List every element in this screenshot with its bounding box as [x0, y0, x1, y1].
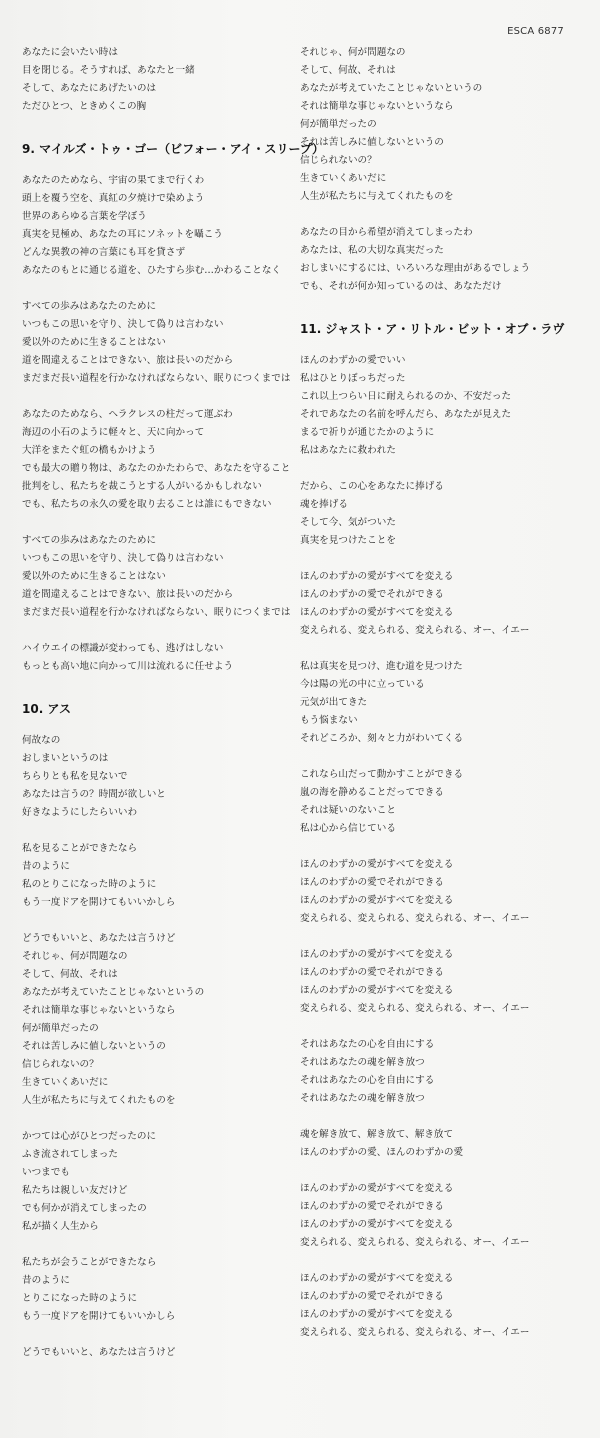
lyric-line: あなたが考えていたことじゃないというの	[22, 987, 205, 998]
lyric-line: ほんのわずかの愛でいい	[300, 355, 406, 366]
lyric-line: 大洋をまたぐ虹の橋もかけよう	[22, 445, 157, 456]
lyric-line: ほんのわずかの愛がすべてを変える	[300, 1309, 454, 1320]
stanza	[22, 1344, 302, 1362]
lyric-line: 人生が私たちに与えてくれたものを	[300, 191, 454, 202]
lyric-line: ほんのわずかの愛がすべてを変える	[300, 571, 454, 582]
lyric-line: でも最大の贈り物は、あなたのかたわらで、あなたを守ること	[22, 463, 291, 474]
lyric-line: 今は陽の光の中に立っている	[300, 679, 425, 690]
lyric-line: それは簡単な事じゃないというなら	[22, 1005, 176, 1016]
stanza	[22, 172, 302, 280]
song-title: 11. ジャスト・ア・リトル・ビット・オブ・ラヴ	[300, 322, 565, 336]
stanza-gap	[22, 822, 302, 840]
lyric-line: あなたに会いたい時は	[22, 47, 118, 58]
lyric-line: とりこになった時のように	[22, 1293, 138, 1304]
lyric-line: 私は心から信じている	[300, 823, 396, 834]
lyric-line: でも何かが消えてしまったの	[22, 1203, 147, 1214]
lyric-line: まだまだ長い道程を行かなければならない、眠りにつくまでは	[22, 373, 291, 384]
lyric-line: 目を閉じる。そうすれば、あなたと一緒	[22, 65, 195, 76]
lyric-line: これ以上つらい日に耐えられるのか、不安だった	[300, 391, 512, 402]
lyric-line: おしまいというのは	[22, 753, 109, 764]
lyric-line: ほんのわずかの愛がすべてを変える	[300, 949, 454, 960]
stanza	[22, 44, 302, 116]
lyric-line: いつもこの思いを守り、決して偽りは言わない	[22, 319, 224, 330]
lyric-line: それは疑いのないこと	[300, 805, 396, 816]
stanza	[300, 1270, 580, 1342]
lyric-line: 愛以外のために生きることはない	[22, 337, 166, 348]
lyric-line: あなたの目から希望が消えてしまったわ	[300, 227, 473, 238]
stanza	[300, 1036, 580, 1108]
lyric-line: いつもこの思いを守り、決して偽りは言わない	[22, 553, 224, 564]
lyric-line: ハイウエイの標識が変わっても、逃げはしない	[22, 643, 224, 654]
stanza-gap	[22, 280, 302, 298]
stanza-gap	[300, 1018, 580, 1036]
stanza-gap	[300, 338, 580, 352]
stanza-gap	[22, 116, 302, 140]
lyric-line: 何が簡単だったの	[22, 1023, 99, 1034]
lyric-line: どうでもいいと、あなたは言うけど	[22, 933, 176, 944]
lyric-line: 変えられる、変えられる、変えられる、オー、イエー	[300, 1237, 530, 1248]
lyric-line: 変えられる、変えられる、変えられる、オー、イエー	[300, 913, 530, 924]
stanza	[22, 732, 302, 822]
lyric-line: 私はあなたに救われた	[300, 445, 396, 456]
lyric-line: すべての歩みはあなたのために	[22, 301, 157, 312]
lyric-line: ほんのわずかの愛でそれができる	[300, 967, 444, 978]
lyric-line: 信じられないの？	[22, 1059, 99, 1070]
stanza	[300, 658, 580, 748]
lyric-line: 海辺の小石のように軽々と、天に向かって	[22, 427, 205, 438]
lyric-line: おしまいにするには、いろいろな理由があるでしょう	[300, 263, 531, 274]
lyric-line: 何が簡単だったの	[300, 119, 377, 130]
stanza-gap	[300, 296, 580, 320]
lyric-line: それじゃ、何が問題なの	[22, 951, 128, 962]
lyric-line: どうでもいいと、あなたは言うけど	[22, 1347, 176, 1358]
lyric-line: そして、あなたにあげたいのは	[22, 83, 157, 94]
lyric-line: それは苦しみに値しないというの	[22, 1041, 166, 1052]
stanza-gap	[300, 550, 580, 568]
lyric-line: 私を見ることができたなら	[22, 843, 138, 854]
lyric-line: 真実を見つけたことを	[300, 535, 396, 546]
lyric-line: だから、この心をあなたに捧げる	[300, 481, 444, 492]
stanza	[300, 224, 580, 296]
stanza	[300, 1126, 580, 1162]
lyric-line: それは苦しみに値しないというの	[300, 137, 444, 148]
stanza	[22, 1128, 302, 1236]
stanza-gap	[300, 928, 580, 946]
lyric-line: 批判をし、私たちを裁こうとする人がいるかもしれない	[22, 481, 262, 492]
lyric-line: 真実を見極め、あなたの耳にソネットを囁こう	[22, 229, 223, 240]
stanza-gap	[22, 676, 302, 700]
stanza	[22, 930, 302, 1110]
lyric-line: 昔のように	[22, 1275, 70, 1286]
lyric-line: 変えられる、変えられる、変えられる、オー、イエー	[300, 625, 530, 636]
stanza	[300, 946, 580, 1018]
stanza-gap	[300, 748, 580, 766]
lyric-line: かつては心がひとつだったのに	[22, 1131, 157, 1142]
lyric-line: それはあなたの心を自由にする	[300, 1075, 435, 1086]
lyric-line: まるで祈りが通じたかのように	[300, 427, 435, 438]
lyric-line: 好きなようにしたらいいわ	[22, 807, 138, 818]
lyric-line: それはあなたの魂を解き放つ	[300, 1093, 425, 1104]
lyric-line: 私のとりこになった時のように	[22, 879, 157, 890]
lyric-line: そして、何故、それは	[22, 969, 118, 980]
lyric-line: あなたが考えていたことじゃないというの	[300, 83, 483, 94]
lyric-line: 何故なの	[22, 735, 61, 746]
stanza-gap	[300, 460, 580, 478]
lyric-line: 生きていくあいだに	[22, 1077, 109, 1088]
lyric-line: 人生が私たちに与えてくれたものを	[22, 1095, 176, 1106]
stanza	[22, 1254, 302, 1326]
lyric-line: これなら山だって動かすことができる	[300, 769, 464, 780]
lyric-line: 変えられる、変えられる、変えられる、オー、イエー	[300, 1327, 530, 1338]
lyric-line: ただひとつ、ときめくこの胸	[22, 101, 147, 112]
lyric-line: でも、私たちの永久の愛を取り去ることは誰にもできない	[22, 499, 272, 510]
lyric-line: ほんのわずかの愛がすべてを変える	[300, 607, 454, 618]
lyric-line: そして今、気がついた	[300, 517, 396, 528]
stanza-gap	[22, 1236, 302, 1254]
stanza	[22, 406, 302, 514]
stanza-gap	[22, 718, 302, 732]
stanza	[22, 532, 302, 622]
lyric-line: もう悩まない	[300, 715, 358, 726]
stanza-gap	[22, 912, 302, 930]
lyric-line: 生きていくあいだに	[300, 173, 387, 184]
stanza	[22, 298, 302, 388]
lyric-line: ほんのわずかの愛がすべてを変える	[300, 1219, 454, 1230]
lyric-line: ほんのわずかの愛がすべてを変える	[300, 1273, 454, 1284]
lyric-line: ちらりとも私を見ないで	[22, 771, 128, 782]
stanza	[300, 352, 580, 460]
lyric-line: 昔のように	[22, 861, 70, 872]
lyric-line: 元気が出てきた	[300, 697, 368, 708]
lyric-line: そして、何故、それは	[300, 65, 396, 76]
lyric-line: それであなたの名前を呼んだら、あなたが見えた	[300, 409, 512, 420]
lyric-line: いつまでも	[22, 1167, 70, 1178]
lyric-line: 道を間違えることはできない、旅は長いのだから	[22, 589, 234, 600]
stanza	[300, 856, 580, 928]
lyric-line: それどころか、刻々と力がわいてくる	[300, 733, 464, 744]
stanza	[300, 44, 580, 206]
lyric-line: 私はひとりぼっちだった	[300, 373, 406, 384]
stanza-gap	[300, 1252, 580, 1270]
stanza-gap	[300, 640, 580, 658]
lyric-line: ほんのわずかの愛がすべてを変える	[300, 859, 454, 870]
lyric-line: 魂を捧げる	[300, 499, 348, 510]
lyric-line: 私たちが会うことができたなら	[22, 1257, 157, 1268]
stanza-gap	[22, 1110, 302, 1128]
lyric-line: もう一度ドアを開けてもいいかしら	[22, 1311, 176, 1322]
lyric-line: 私たちは親しい友だけど	[22, 1185, 128, 1196]
lyric-line: あなたは、私の大切な真実だった	[300, 245, 444, 256]
stanza-gap	[300, 206, 580, 224]
song-title: 10. アス	[22, 702, 71, 716]
lyric-line: ほんのわずかの愛、ほんのわずかの愛	[300, 1147, 464, 1158]
stanza-gap	[300, 838, 580, 856]
stanza-gap	[300, 1108, 580, 1126]
stanza-gap	[22, 158, 302, 172]
lyric-line: ほんのわずかの愛でそれができる	[300, 589, 444, 600]
lyric-line: 愛以外のために生きることはない	[22, 571, 166, 582]
lyric-line: もう一度ドアを開けてもいいかしら	[22, 897, 176, 908]
lyric-line: ほんのわずかの愛がすべてを変える	[300, 985, 454, 996]
stanza-gap	[22, 1326, 302, 1344]
lyric-line: 頭上を覆う空を、真紅の夕焼けで染めよう	[22, 193, 205, 204]
lyric-line: ふき流されてしまった	[22, 1149, 118, 1160]
lyric-line: もっとも高い地に向かって川は流れるに任せよう	[22, 661, 234, 672]
lyric-line: あなたのためなら、宇宙の果てまで行くわ	[22, 175, 205, 186]
stanza-gap	[22, 514, 302, 532]
lyric-line: それは簡単な事じゃないというなら	[300, 101, 454, 112]
stanza	[22, 840, 302, 912]
lyric-line: あなたのためなら、ヘラクレスの柱だって運ぶわ	[22, 409, 233, 420]
stanza-gap	[22, 388, 302, 406]
lyric-line: あなたは言うの？時間が欲しいと	[22, 789, 166, 800]
lyric-line: 変えられる、変えられる、変えられる、オー、イエー	[300, 1003, 530, 1014]
catalog-number: ESCA 6877	[507, 26, 564, 37]
lyric-line: どんな異教の神の言葉にも耳を貸さず	[22, 247, 186, 258]
lyric-line: まだまだ長い道程を行かなければならない、眠りにつくまでは	[22, 607, 291, 618]
lyric-line: すべての歩みはあなたのために	[22, 535, 157, 546]
lyric-line: 私は真実を見つけ、進む道を見つけた	[300, 661, 463, 672]
lyric-line: 嵐の海を静めることだってできる	[300, 787, 444, 798]
stanza-gap	[22, 622, 302, 640]
stanza	[22, 640, 302, 676]
stanza	[300, 478, 580, 550]
lyric-line: 道を間違えることはできない、旅は長いのだから	[22, 355, 234, 366]
lyric-line: それじゃ、何が問題なの	[300, 47, 406, 58]
lyric-line: それはあなたの心を自由にする	[300, 1039, 435, 1050]
lyric-line: 魂を解き放て、解き放て、解き放て	[300, 1129, 454, 1140]
lyric-line: それはあなたの魂を解き放つ	[300, 1057, 425, 1068]
stanza-gap	[300, 1162, 580, 1180]
lyric-line: でも、それが何か知っているのは、あなただけ	[300, 281, 502, 292]
lyric-line: 世界のあらゆる言葉を学ぼう	[22, 211, 147, 222]
lyric-line: 私が描く人生から	[22, 1221, 99, 1232]
lyric-line: ほんのわずかの愛でそれができる	[300, 1201, 444, 1212]
lyric-line: ほんのわずかの愛がすべてを変える	[300, 1183, 454, 1194]
lyric-line: ほんのわずかの愛でそれができる	[300, 877, 444, 888]
lyric-line: ほんのわずかの愛がすべてを変える	[300, 895, 454, 906]
lyric-line: 信じられないの？	[300, 155, 377, 166]
song-title: 9. マイルズ・トゥ・ゴー（ビフォー・アイ・スリープ）	[22, 142, 325, 156]
lyric-line: あなたのもとに通じる道を、ひたすら歩む…かわることなく	[22, 265, 282, 276]
stanza	[300, 1180, 580, 1252]
lyric-line: ほんのわずかの愛でそれができる	[300, 1291, 444, 1302]
stanza	[300, 766, 580, 838]
stanza	[300, 568, 580, 640]
right-column	[300, 44, 580, 1342]
